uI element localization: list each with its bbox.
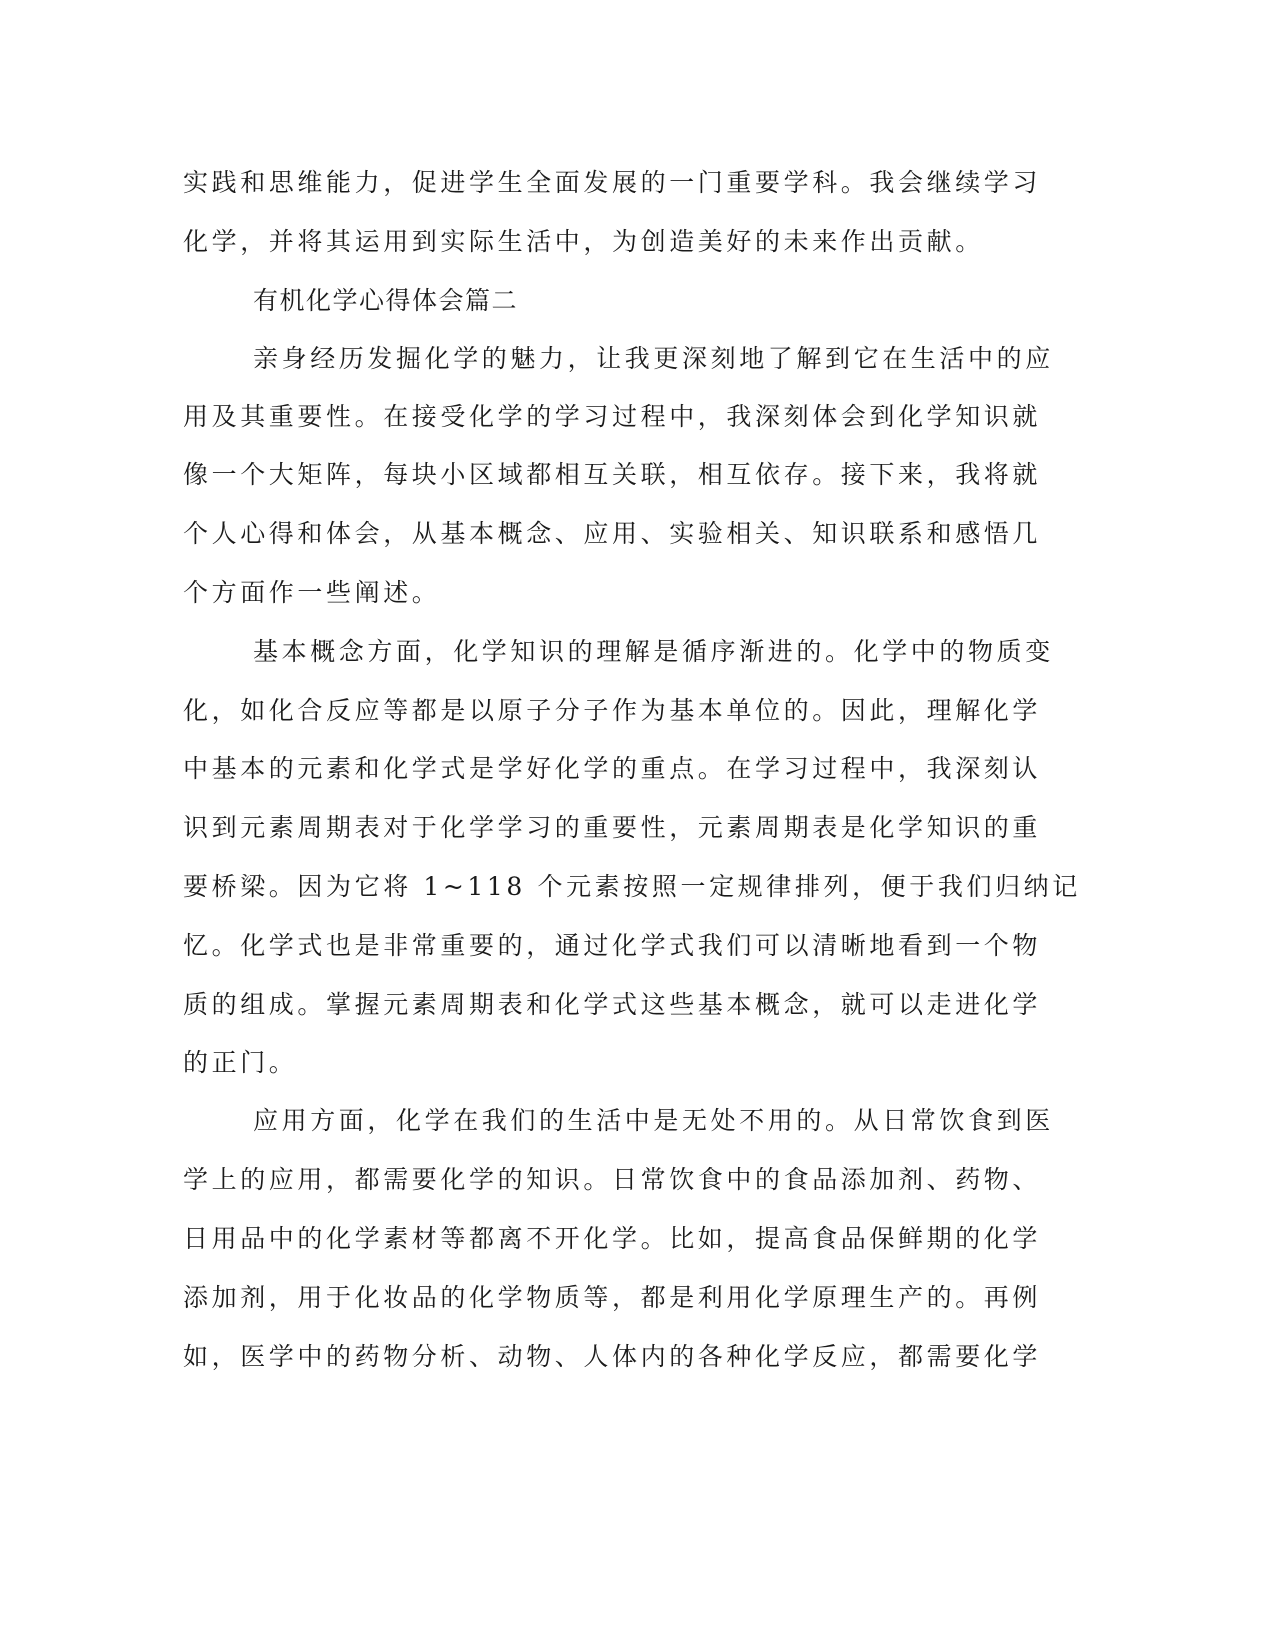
- paragraph-line: 亲身经历发掘化学的魅力，让我更深刻地了解到它在生活中的应: [253, 344, 1054, 373]
- paragraph-line: 实践和思维能力，促进学生全面发展的一门重要学科。我会继续学习: [183, 168, 1042, 197]
- paragraph-line: 个方面作一些阐述。: [183, 578, 441, 607]
- paragraph-line: 的正门。: [183, 1048, 298, 1077]
- paragraph-line: 日用品中的化学素材等都离不开化学。比如，提高食品保鲜期的化学: [183, 1224, 1042, 1253]
- paragraph-line: 化学，并将其运用到实际生活中，为创造美好的未来作出贡献。: [183, 227, 984, 256]
- paragraph-line: 中基本的元素和化学式是学好化学的重点。在学习过程中，我深刻认: [183, 754, 1042, 783]
- paragraph-line: 基本概念方面，化学知识的理解是循序渐进的。化学中的物质变: [253, 637, 1054, 666]
- paragraph-line: 学上的应用，都需要化学的知识。日常饮食中的食品添加剂、药物、: [183, 1165, 1042, 1194]
- paragraph-line: 要桥梁。因为它将 1~118 个元素按照一定规律排列，便于我们归纳记: [183, 872, 1081, 901]
- paragraph-line: 如，医学中的药物分析、动物、人体内的各种化学反应，都需要化学: [183, 1342, 1042, 1371]
- paragraph-line: 像一个大矩阵，每块小区域都相互关联，相互依存。接下来，我将就: [183, 460, 1042, 489]
- paragraph-line: 应用方面，化学在我们的生活中是无处不用的。从日常饮食到医: [253, 1106, 1054, 1135]
- paragraph-line: 化，如化合反应等都是以原子分子作为基本单位的。因此，理解化学: [183, 696, 1042, 725]
- paragraph-line: 忆。化学式也是非常重要的，通过化学式我们可以清晰地看到一个物: [183, 931, 1042, 960]
- paragraph-line: 个人心得和体会，从基本概念、应用、实验相关、知识联系和感悟几: [183, 519, 1042, 548]
- section-heading: 有机化学心得体会篇二: [253, 286, 519, 315]
- paragraph-line: 用及其重要性。在接受化学的学习过程中，我深刻体会到化学知识就: [183, 402, 1042, 431]
- paragraph-line: 添加剂，用于化妆品的化学物质等，都是利用化学原理生产的。再例: [183, 1283, 1042, 1312]
- paragraph-line: 质的组成。掌握元素周期表和化学式这些基本概念，就可以走进化学: [183, 990, 1042, 1019]
- paragraph-line: 识到元素周期表对于化学学习的重要性，元素周期表是化学知识的重: [183, 813, 1042, 842]
